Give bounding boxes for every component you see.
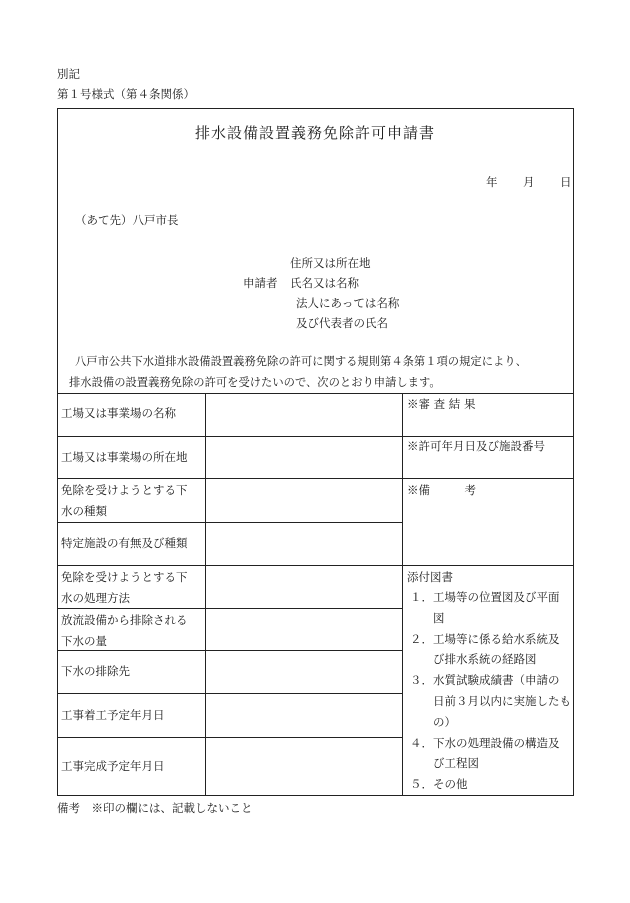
remarks-label: ※備 考 xyxy=(407,483,476,497)
row-divider xyxy=(57,436,402,437)
table-col-divider-1 xyxy=(205,393,206,796)
body-text-line2: 排水設備の設置義務免除の許可を受けたいので、次のとおり申請します。 xyxy=(69,376,441,389)
attachment-item: 図 xyxy=(410,610,445,625)
table-row-label: 工事完成予定年月日 xyxy=(61,759,165,773)
row-divider xyxy=(57,737,402,738)
footer-note: 備考 ※印の欄には、記載しないこと xyxy=(57,801,253,815)
table-row-label: 工場又は事業場の名称 xyxy=(61,406,176,420)
date-year-label: 年 xyxy=(486,175,498,189)
attachment-item: ３．水質試験成績書（申請の xyxy=(410,673,560,688)
table-row-label: 下水の排除先 xyxy=(61,664,130,678)
table-row-label: 免除を受けようとする下 水の処理方法 xyxy=(61,570,188,605)
right-divider xyxy=(402,565,574,566)
addressee: （あて先）八戸市長 xyxy=(75,213,179,227)
form-number: 第１号様式（第４条関係） xyxy=(57,87,195,101)
applicant-name-label: 氏名又は名称 xyxy=(290,276,359,290)
attachment-item: び排水系統の経路図 xyxy=(410,652,537,667)
bekki-label: 別記 xyxy=(57,67,80,81)
row-divider xyxy=(57,478,402,479)
applicant-corp-line2: 及び代表者の氏名 xyxy=(296,316,388,330)
applicant-label: 申請者 xyxy=(243,276,278,290)
applicant-corp-line1: 法人にあっては名称 xyxy=(296,296,400,310)
row-divider xyxy=(57,522,402,523)
review-result-label: ※審 査 結 果 xyxy=(407,397,476,411)
date-day-label: 日 xyxy=(560,175,572,189)
table-row-label: 工場又は事業場の所在地 xyxy=(61,450,188,464)
form-title: 排水設備設置義務免除許可申請書 xyxy=(195,124,436,142)
table-col-divider-2 xyxy=(402,393,403,796)
table-row-label: 特定施設の有無及び種類 xyxy=(61,536,188,550)
attachments-title: 添付図書 xyxy=(407,570,453,584)
attachment-item: ２．工場等に係る給水系統及 xyxy=(410,631,560,646)
attachment-item: び工程図 xyxy=(410,756,479,771)
table-row-label: 免除を受けようとする下 水の種類 xyxy=(61,483,188,518)
right-divider xyxy=(402,478,574,479)
attachments-list xyxy=(410,587,572,795)
date-month-label: 月 xyxy=(523,175,535,189)
table-top-line xyxy=(57,393,574,394)
attachment-item: 日前３月以内に実施したも xyxy=(410,693,571,708)
applicant-address-label: 住所又は所在地 xyxy=(290,256,371,270)
attachment-item: ４．下水の処理設備の構造及 xyxy=(410,735,560,750)
table-row-label: 放流設備から排除される 下水の量 xyxy=(61,613,188,648)
attachment-item: ５．その他 xyxy=(410,777,468,792)
permit-date-label: ※許可年月日及び施設番号 xyxy=(407,439,545,453)
row-divider xyxy=(57,565,402,566)
table-row-label: 工事着工予定年月日 xyxy=(61,708,165,722)
attachment-item: １．工場等の位置図及び平面 xyxy=(410,590,560,604)
body-text-line1: 八戸市公共下水道排水設備設置義務免除の許可に関する規則第４条第１項の規定により、 xyxy=(75,355,527,368)
row-divider xyxy=(57,693,402,694)
attachment-item: の） xyxy=(410,714,456,729)
